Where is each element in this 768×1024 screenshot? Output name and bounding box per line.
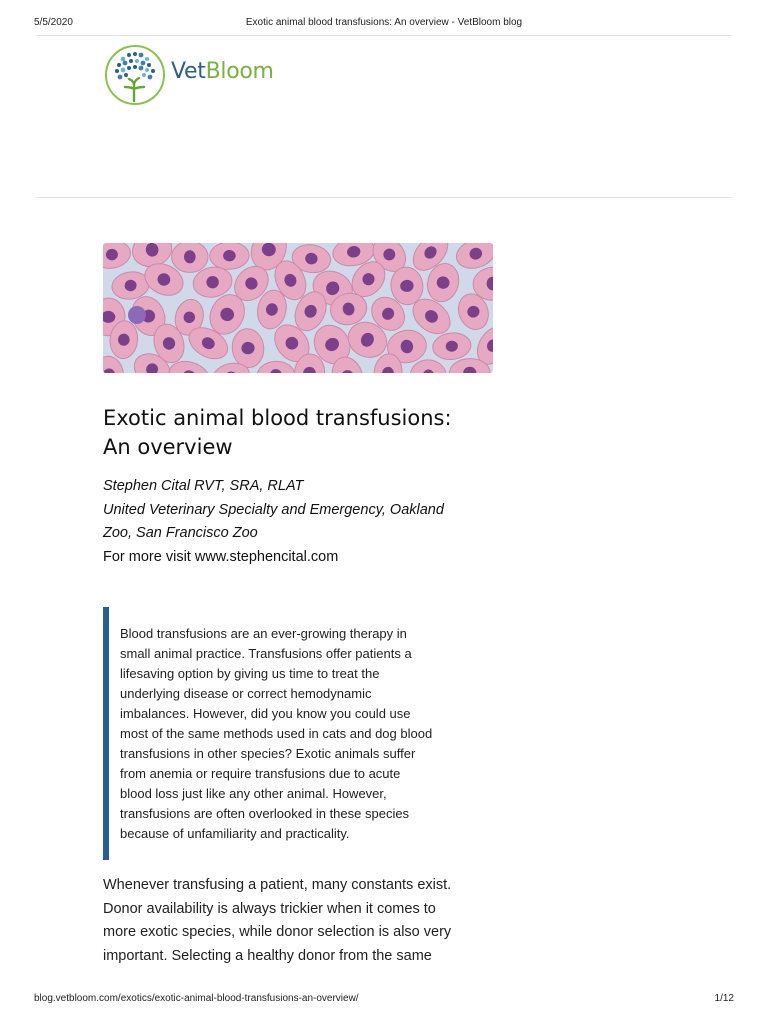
author-website: For more visit www.stephencital.com	[103, 548, 339, 565]
quote-line: transfusions in other species? Exotic animals suffer	[120, 746, 416, 761]
quote-line: lifesaving option by giving us time to treat the	[120, 666, 380, 681]
quote-line: small animal practice. Transfusions offer patients a	[120, 646, 412, 661]
body-paragraph: Whenever transfusing a patient, many constants exist. Donor availability is always trickier when it comes to more exotic species, while donor selection is also very important. Selecting a healthy donor from the same	[103, 877, 452, 964]
quote-line: blood loss just like any other animal. However,	[120, 786, 387, 801]
print-footer	[34, 993, 734, 1007]
article-title: Exotic animal blood transfusions: An overview	[103, 406, 452, 459]
quote-line: imbalances. However, did you know you could use	[120, 706, 411, 721]
tree-dots-logo-icon	[103, 43, 167, 107]
intro-pullquote	[103, 607, 473, 860]
quote-line: underlying disease or correct hemodynamic	[120, 686, 372, 701]
masthead-divider	[37, 197, 731, 198]
quote-line: from anemia or require transfusions due to acute	[120, 766, 401, 781]
quote-line: most of the same methods used in cats and dog blood	[120, 726, 433, 741]
author-affiliation-line1: United Veterinary Specialty and Emergency, Oakland	[103, 501, 444, 518]
vetbloom-logo[interactable]	[103, 43, 273, 107]
print-page-title: Exotic animal blood transfusions: An overview - VetBloom blog	[245, 17, 523, 28]
author-name: Stephen Cital RVT, SRA, RLAT	[103, 478, 304, 494]
quote-line: because of unfamiliarity and practicality.	[120, 826, 350, 841]
page-number: 1/12	[714, 993, 734, 1004]
blood-cells-image	[103, 243, 493, 373]
header-divider	[37, 35, 731, 36]
print-date: 5/5/2020	[34, 17, 73, 28]
page-url: blog.vetbloom.com/exotics/exotic-animal-blood-transfusions-an-overview/	[34, 993, 359, 1004]
print-header	[34, 17, 734, 31]
quote-line: Blood transfusions are an ever-growing therapy in	[120, 626, 407, 641]
author-affiliation-line2: Zoo, San Francisco Zoo	[103, 525, 258, 541]
quote-line: transfusions are often overlooked in these species	[120, 806, 410, 821]
byline	[103, 475, 483, 569]
logo-wordmark: VetBloom	[171, 59, 274, 84]
